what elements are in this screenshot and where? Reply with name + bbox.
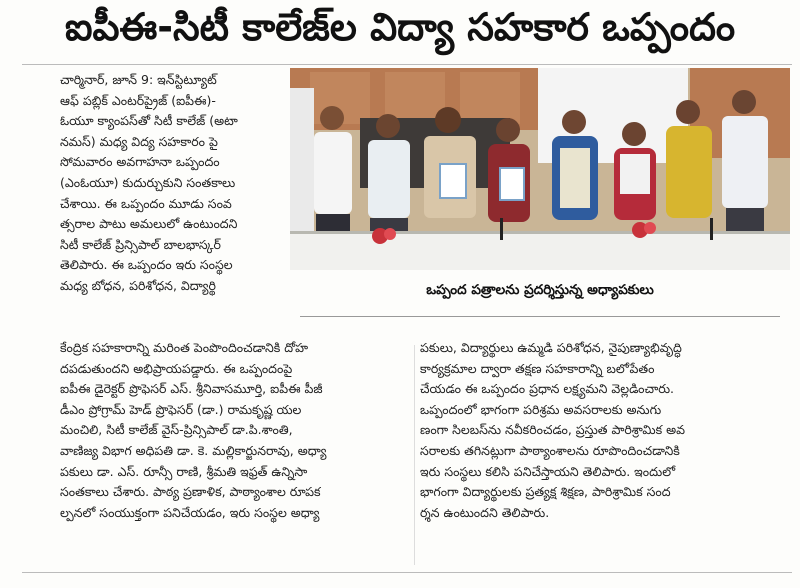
article-line: సంతకాలు చేశారు. పాఠ్య ప్రణాళిక, పాఠ్యాంశాల రూపక (60, 484, 321, 500)
article-line: ఓయూ క్యాంపస్‌తో సిటీ కాలేజ్ (అటా (60, 113, 238, 129)
article-line: దపడుతుందని అభిప్రాయపడ్డారు. ఈ ఒప్పందంపై (60, 360, 293, 376)
article-line: సిటీ కాలేజ్ ప్రిన్సిపాల్ బాలభాస్కర్ (60, 236, 221, 252)
article-line: ఒప్పందంలో భాగంగా పరిశ్రమ అవసరాలకు అనుగు (420, 401, 662, 417)
article-line: కేంద్రిక సహకారాన్ని మరింత పెంపొందించడానికి దోహ (60, 340, 309, 355)
article-line: భాగంగా విద్యార్థులకు ప్రత్యక్ష శిక్షణ, పారిశ్రామిక సంద (420, 484, 671, 500)
bottom-divider (22, 572, 792, 573)
article-line: (ఎంఓయూ) కుదుర్చుకుని సంతకాలు (60, 174, 236, 190)
photo-caption: ఒప్పంద పత్రాలను ప్రదర్శిస్తున్న అధ్యాపకులు (426, 282, 654, 298)
article-line: త్సరాల పాటు అమలులో ఉంటుందని (60, 216, 238, 232)
article-column-left-top (60, 70, 288, 297)
article-line: సోమవారం అవగాహనా ఒప్పందం (60, 154, 220, 170)
article-line: ఐపీఈ డైరెక్టర్ ప్రొఫెసర్ ఎస్. శ్రీనివాసమూర్తి, ఐపీఈ పీజీ (60, 381, 323, 397)
article-line: ఇరు సంస్థలు కలిసి పనిచేస్తాయని తెలిపారు. ఇందులో (420, 463, 676, 479)
article-line: ల్పనలో సంయుక్తంగా పనిచేయడం, ఇరు సంస్థల అధ్యా (60, 504, 320, 520)
article-line: తెలిపారు. ఈ ఒప్పందం ఇరు సంస్థల (60, 257, 233, 273)
headline-divider (22, 64, 792, 65)
article-line: చేశాయి. ఈ ఒప్పందం మూడు సంవ (60, 195, 232, 211)
article-line: వాణిజ్య విభాగ అధిపతి డా. కె. మల్లికార్జునరావు, అధ్యా (60, 442, 327, 458)
article-line: పకులు, విద్యార్థులు ఉమ్మడి పరిశోధన, నైపుణ్యాభివృద్ధి (420, 340, 682, 355)
article-column-left-bottom (60, 338, 410, 523)
article-line: మంచిలి, సిటీ కాలేజ్ వైస్-ప్రిన్సిపాల్ డా.పి.శాంతి, (60, 422, 293, 438)
article-line: డీఎం ప్రోగ్రామ్ హెడ్ ప్రొఫెసర్ (డా.) రామకృష్ణ యల (60, 401, 302, 417)
article-line: కార్యక్రమాల ద్వారా తక్షణ సహకారాన్ని బలోపేతం (420, 360, 655, 376)
article-line: ఆఫ్ పబ్లిక్ ఎంటర్‌ప్రైజ్ (ఐపీఈ)- (60, 92, 216, 108)
article-line: పకులు డా. ఎస్. రూన్సీ రాణి, శ్రీమతి ఇఫ్రత్ ఉన్నిసా (60, 463, 308, 479)
article-line: ణంగా సిలబస్‌ను నవీకరించడం, ప్రస్తుత పారిశ్రామిక అవ (420, 422, 686, 438)
article-line: నమస్) మధ్య విద్య సహకారం పై (60, 133, 218, 149)
article-line: చార్మినార్, జూన్ 9: ఇన్‌స్టిట్యూట్ (60, 72, 217, 87)
article-photo (290, 68, 790, 270)
article-line: సరాలకు తగినట్లుగా పాఠ్యాంశాలను రూపొందించడానికి (420, 442, 680, 458)
caption-divider (300, 316, 780, 317)
column-divider (414, 345, 415, 565)
article-headline: ఐపీఈ-సిటీ కాలేజ్‌ల విద్యా సహకార ఒప్పందం (64, 5, 736, 49)
article-line: చేయడం ఈ ఒప్పందం ప్రధాన లక్ష్యమని వెల్లడించారు. (420, 381, 675, 397)
article-column-right-bottom (420, 338, 780, 523)
article-line: ర్శన ఉంటుందని తెలిపారు. (420, 504, 550, 520)
article-line: మధ్య బోధన, పరిశోధన, విద్యార్థి (60, 277, 216, 293)
